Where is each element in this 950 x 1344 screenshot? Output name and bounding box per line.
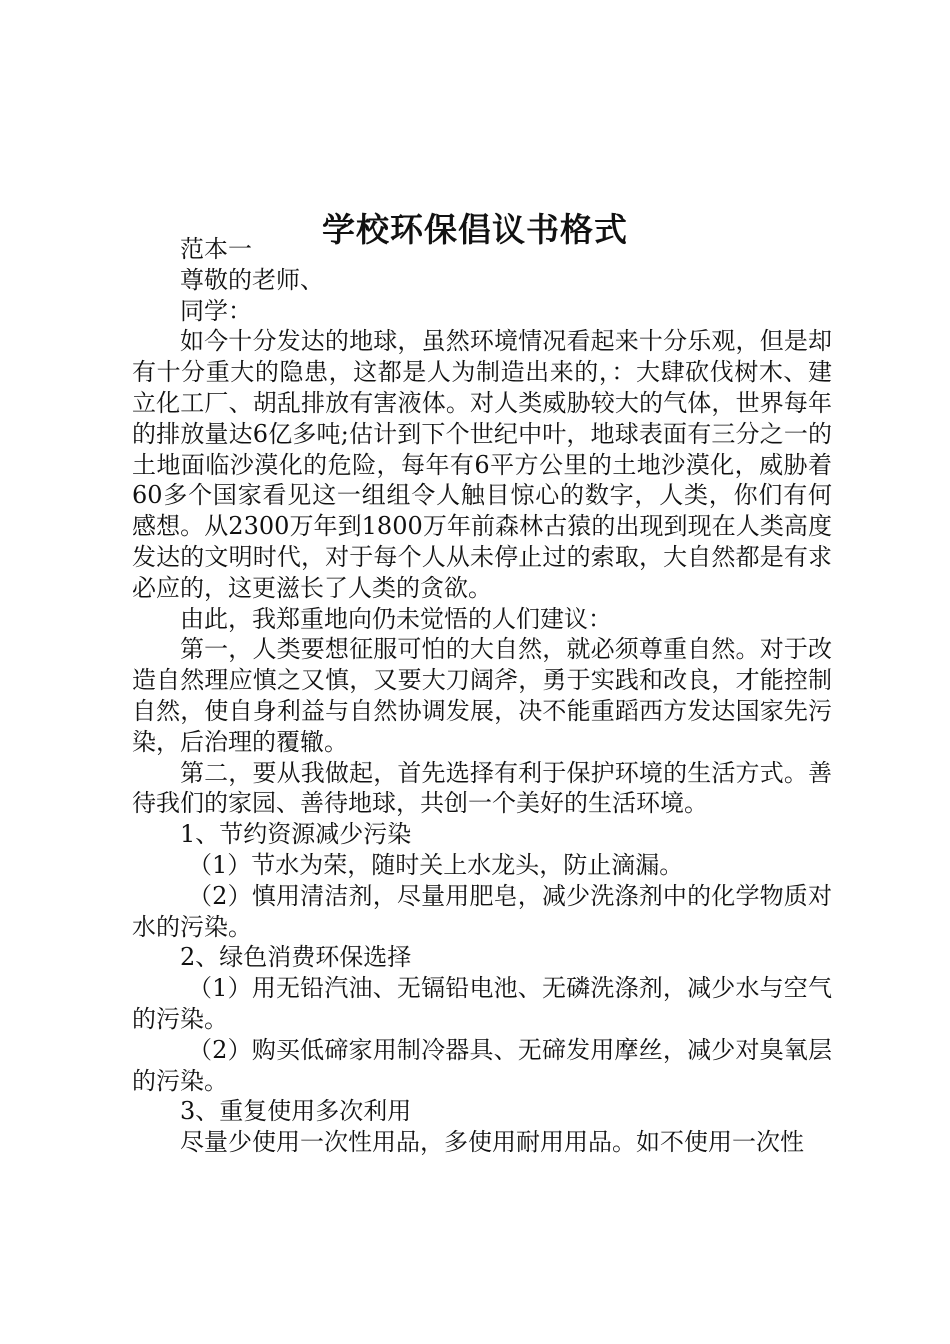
document-body: [132, 234, 832, 1158]
paragraph: 同学：: [180, 296, 252, 325]
paragraph: 如今十分发达的地球，虽然环境情况看起来十分乐观，但是却有十分重大的隐患，这都是人为制造出来的，：大肆砍伐树木、建立化工厂、胡乱排放有害液体。对人类威胁较大的气体，世界每年的排放量达6亿多吨;估计到下个世纪中叶，地球表面有三分之一的土地面临沙漠化的危险，每年有6平方公里的土地沙漠化，威胁着60多个国家看见这一组组令人触目惊心的数字，人类，你们有何感想。从2300万年到1800万年前森林古猿的出现到现在人类高度发达的文明时代，对于每个人从未停止过的索取，大自然都是有求必应的，这更滋长了人类的贪欲。: [132, 327, 832, 602]
paragraph: 2、绿色消费环保选择: [180, 943, 412, 972]
paragraph: 3、重复使用多次利用: [180, 1097, 412, 1126]
paragraph: 1、节约资源减少污染: [180, 820, 412, 849]
paragraph: 范本一: [180, 235, 252, 263]
paragraph: （2）慎用清洁剂，尽量用肥皂，减少洗涤剂中的化学物质对水的污染。: [132, 881, 832, 941]
paragraph: 第一，人类要想征服可怕的大自然，就必须尊重自然。对于改造自然理应慎之又慎，又要大刀阔斧，勇于实践和改良，才能控制自然，使自身利益与自然协调发展，决不能重蹈西方发达国家先污染，后治理的覆辙。: [132, 635, 832, 756]
paragraph: 由此，我郑重地向仍未觉悟的人们建议：: [180, 604, 612, 633]
paragraph: 尽量少使用一次性用品，多使用耐用用品。如不使用一次性: [180, 1128, 804, 1157]
paragraph: （1）节水为荣，随时关上水龙头，防止滴漏。: [188, 850, 684, 879]
paragraph: 第二，要从我做起，首先选择有利于保护环境的生活方式。善待我们的家园、善待地球，共创一个美好的生活环境。: [132, 758, 832, 818]
paragraph: 尊敬的老师、: [180, 265, 324, 294]
paragraph: （1）用无铅汽油、无镉铅电池、无磷洗涤剂，减少水与空气的污染。: [132, 974, 832, 1033]
paragraph: （2）购买低碲家用制冷器具、无碲发用摩丝，减少对臭氧层的污染。: [132, 1035, 832, 1095]
document-title: 学校环保倡议书格式: [322, 210, 628, 250]
